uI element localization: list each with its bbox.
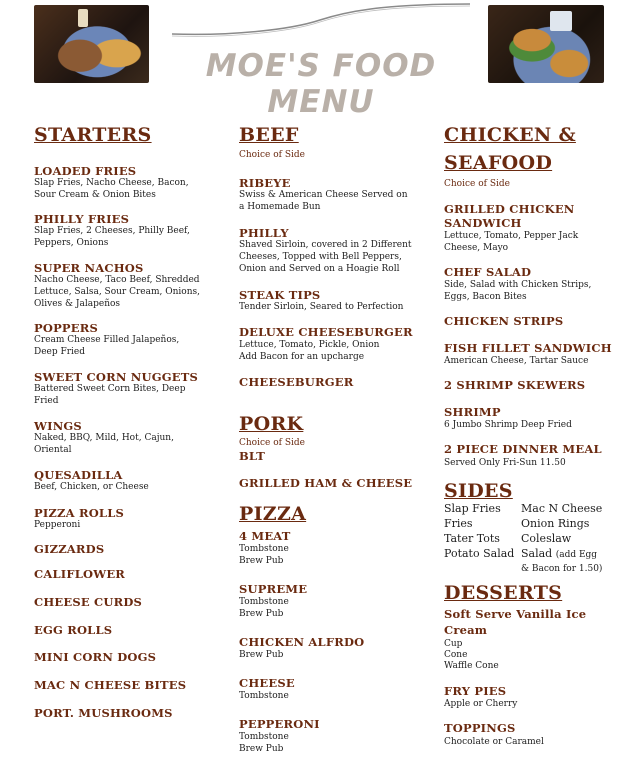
- item-description: Lettuce, Tomato, Pepper Jack Cheese, Mayo: [444, 231, 579, 253]
- item-description: Apple or Cherry: [444, 699, 518, 709]
- menu-item: LOADED FRIES: [34, 164, 137, 178]
- menu-item: PORT. MUSHROOMS: [34, 706, 173, 720]
- menu-item: EGG ROLLS: [34, 623, 113, 637]
- menu-item: 4 MEAT: [239, 529, 291, 543]
- side-item: Fries: [444, 517, 473, 530]
- side-item: Coleslaw: [521, 532, 572, 545]
- item-description: Battered Sweet Corn Bites, Deep Fried: [34, 384, 186, 406]
- menu-item: 2 SHRIMP SKEWERS: [444, 378, 586, 392]
- menu-item: FRY PIES: [444, 684, 507, 698]
- side-item: Tater Tots: [444, 532, 500, 545]
- section-title-beef: BEEF: [239, 124, 299, 146]
- menu-item: CHEESEBURGER: [239, 375, 354, 389]
- title-swoosh: [170, 0, 470, 40]
- item-description: Chocolate or Caramel: [444, 737, 544, 747]
- menu-item: WINGS: [34, 419, 82, 433]
- item-description: Cup: [444, 639, 463, 649]
- item-description: Served Only Fri-Sun 11.50: [444, 458, 566, 468]
- menu-item: GIZZARDS: [34, 542, 105, 556]
- section-title-seafood: SEAFOOD: [444, 152, 553, 174]
- section-title-sides: SIDES: [444, 480, 513, 502]
- item-description: Tombstone: [239, 691, 289, 701]
- menu-item: FISH FILLET SANDWICH: [444, 341, 612, 355]
- menu-item: SWEET CORN NUGGETS: [34, 370, 198, 384]
- item-description: Nacho Cheese, Taco Beef, Shredded Lettuce, Salsa, Sour Cream, Onions, Olives & Jalapeños: [34, 275, 200, 309]
- menu-item: Cream: [444, 623, 488, 637]
- section-title-chicken: CHICKEN &: [444, 124, 576, 146]
- menu-item: STEAK TIPS: [239, 288, 321, 302]
- choice-of-side: Choice of Side: [444, 179, 510, 189]
- menu-item: GRILLED HAM & CHEESE: [239, 476, 413, 490]
- menu-item: SANDWICH: [444, 216, 522, 230]
- menu-item: RIBEYE: [239, 176, 291, 190]
- side-item: Onion Rings: [521, 517, 590, 530]
- item-description: Slap Fries, 2 Cheeses, Philly Beef, Peppers, Onions: [34, 226, 190, 248]
- menu-item: SUPER NACHOS: [34, 261, 144, 275]
- section-title-pizza: PIZZA: [239, 503, 307, 525]
- menu-item: POPPERS: [34, 321, 98, 335]
- side-item: Mac N Cheese: [521, 502, 603, 515]
- item-description: Lettuce, Tomato, Pickle, Onion Add Bacon for an upcharge: [239, 340, 380, 362]
- menu-item: MINI CORN DOGS: [34, 650, 157, 664]
- menu-item: CALIFLOWER: [34, 567, 126, 581]
- wings-fries-photo: [34, 5, 149, 83]
- menu-item: TOPPINGS: [444, 721, 516, 735]
- item-description: Pepperoni: [34, 520, 81, 530]
- menu-item: QUESADILLA: [34, 468, 123, 482]
- choice-of-side: Choice of Side: [239, 438, 305, 448]
- item-description: Brew Pub: [239, 744, 284, 754]
- item-description: 6 Jumbo Shrimp Deep Fried: [444, 420, 572, 430]
- beer-bottle-icon: [78, 9, 88, 27]
- section-title-desserts: DESSERTS: [444, 582, 563, 604]
- item-description: Tombstone: [239, 732, 289, 742]
- menu-item: CHEF SALAD: [444, 265, 532, 279]
- side-item: Slap Fries: [444, 502, 501, 515]
- menu-item: GRILLED CHICKEN: [444, 202, 575, 216]
- menu-item: CHEESE CURDS: [34, 595, 143, 609]
- burger-photo: [488, 5, 604, 83]
- item-description: Tombstone: [239, 544, 289, 554]
- menu-item: PHILLY: [239, 226, 289, 240]
- menu-item: SUPREME: [239, 582, 308, 596]
- item-description: Brew Pub: [239, 650, 284, 660]
- item-description: Tender Sirloin, Seared to Perfection: [239, 302, 404, 312]
- sides-list-left: [444, 501, 514, 561]
- menu-item: PEPPERONI: [239, 717, 320, 731]
- menu-item: CHICKEN ALFRDO: [239, 635, 365, 649]
- item-description: Slap Fries, Nacho Cheese, Bacon, Sour Cream & Onion Bites: [34, 178, 189, 200]
- side-note: (add Egg: [555, 550, 598, 560]
- item-description: Side, Salad with Chicken Strips, Eggs, Bacon Bites: [444, 280, 592, 302]
- menu-item: CHEESE: [239, 676, 295, 690]
- menu-item: SHRIMP: [444, 405, 501, 419]
- sides-list-right: [521, 501, 631, 575]
- menu-item: 2 PIECE DINNER MEAL: [444, 442, 602, 456]
- page-title: MOE'S FOOD MENU: [205, 48, 437, 120]
- item-description: Shaved Sirloin, covered in 2 Different Cheeses, Topped with Bell Peppers, Onion and Served on a Hoagie Roll: [239, 240, 412, 274]
- beer-bottle-icon: [550, 11, 572, 31]
- item-description: Naked, BBQ, Mild, Hot, Cajun, Oriental: [34, 433, 174, 455]
- side-item: Potato Salad: [444, 547, 515, 560]
- menu-item: PHILLY FRIES: [34, 212, 130, 226]
- item-description: Swiss & American Cheese Served on a Homemade Bun: [239, 190, 408, 212]
- item-description: Waffle Cone: [444, 661, 499, 671]
- item-description: Cream Cheese Filled Jalapeños, Deep Fried: [34, 335, 180, 357]
- side-item-salad: Salad: [521, 547, 553, 560]
- item-description: Cone: [444, 650, 468, 660]
- side-note: & Bacon for 1.50): [521, 564, 603, 574]
- item-description: Tombstone: [239, 597, 289, 607]
- item-description: American Cheese, Tartar Sauce: [444, 356, 589, 366]
- item-description: Brew Pub: [239, 609, 284, 619]
- menu-item: DELUXE CHEESEBURGER: [239, 325, 413, 339]
- section-title-pork: PORK: [239, 413, 304, 435]
- section-title-starters: STARTERS: [34, 124, 152, 146]
- menu-item: BLT: [239, 449, 266, 463]
- choice-of-side: Choice of Side: [239, 150, 305, 160]
- menu-item: PIZZA ROLLS: [34, 506, 124, 520]
- menu-item: Soft Serve Vanilla Ice: [444, 607, 587, 621]
- menu-item: MAC N CHEESE BITES: [34, 678, 187, 692]
- side-item: [521, 546, 631, 563]
- item-description: Brew Pub: [239, 556, 284, 566]
- menu-item: CHICKEN STRIPS: [444, 314, 564, 328]
- item-description: Beef, Chicken, or Cheese: [34, 482, 149, 492]
